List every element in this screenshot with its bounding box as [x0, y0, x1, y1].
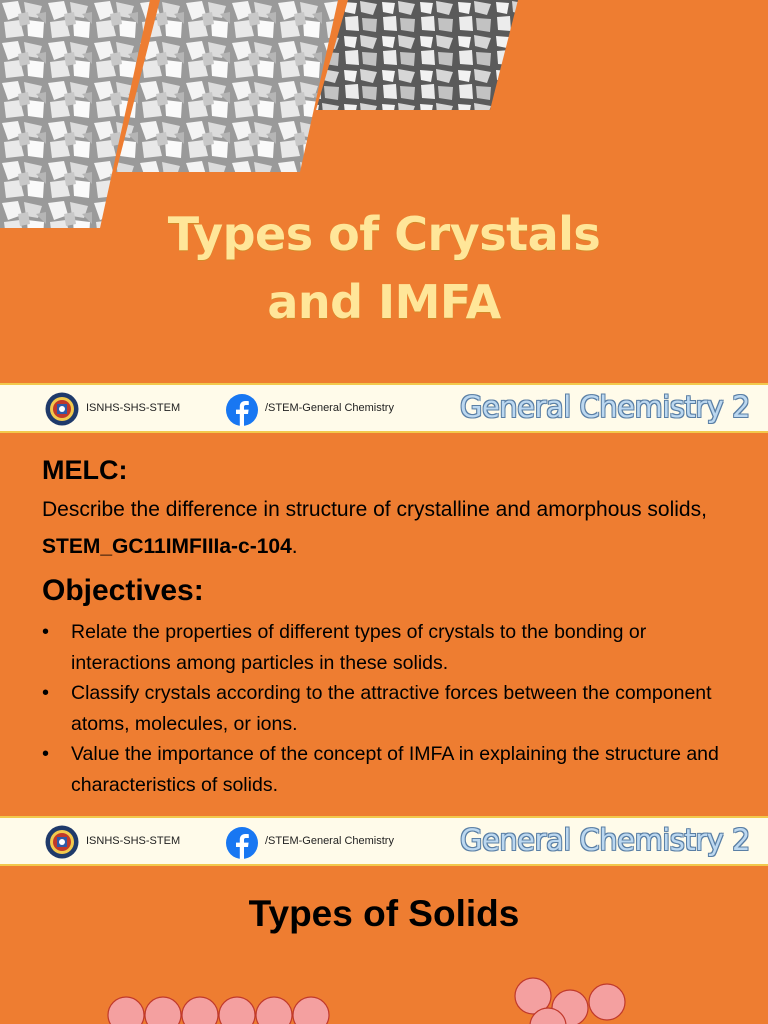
facebook-page-link[interactable]: /STEM-General Chemistry — [265, 835, 394, 847]
objectives-heading: Objectives: — [42, 574, 204, 607]
objective-item: • Value the importance of the concept of IMFA in explaining the structure and characteristics of solids. — [42, 739, 742, 800]
particle-diagrams — [0, 960, 768, 1024]
crystal-photo-2 — [116, 0, 338, 172]
melc-code: STEM_GC11IMFIIIa-c-104 — [42, 535, 292, 558]
facebook-icon[interactable] — [226, 827, 258, 859]
salt-crystal-photos — [0, 0, 768, 230]
crystal-photo-1 — [0, 0, 150, 228]
school-name: ISNHS-SHS-STEM — [86, 835, 181, 847]
footer-bar — [0, 816, 768, 866]
facebook-icon[interactable] — [226, 394, 258, 426]
slide-title — [0, 200, 768, 336]
slide-title-line-2: and IMFA — [267, 275, 501, 329]
subject-title: General Chemistry 2 — [459, 390, 750, 424]
school-seal-icon — [45, 825, 79, 859]
crystal-photo-3 — [316, 0, 518, 110]
melc-end: . — [291, 535, 298, 558]
melc-heading: MELC: — [42, 455, 128, 485]
school-seal-icon — [45, 392, 79, 426]
school-name: ISNHS-SHS-STEM — [86, 402, 181, 414]
objectives-list — [42, 617, 742, 800]
slide-title-line-1: Types of Crystals — [167, 207, 601, 261]
melc-text — [42, 491, 732, 565]
crystalline-particle-row — [108, 997, 329, 1024]
facebook-page-link[interactable]: /STEM-General Chemistry — [265, 402, 394, 414]
melc-description: Describe the difference in structure of crystalline and amorphous solids, — [42, 498, 707, 521]
amorphous-particle-cluster — [515, 978, 625, 1024]
footer-bar — [0, 383, 768, 433]
subject-title: General Chemistry 2 — [459, 823, 750, 857]
objective-item: • Relate the properties of different types of crystals to the bonding or interactions among particles in these solids. — [42, 617, 742, 678]
title-slide — [0, 0, 768, 383]
objective-item: • Classify crystals according to the attractive forces between the component atoms, molecules, or ions. — [42, 678, 742, 739]
types-of-solids-heading: Types of Solids — [248, 893, 520, 934]
